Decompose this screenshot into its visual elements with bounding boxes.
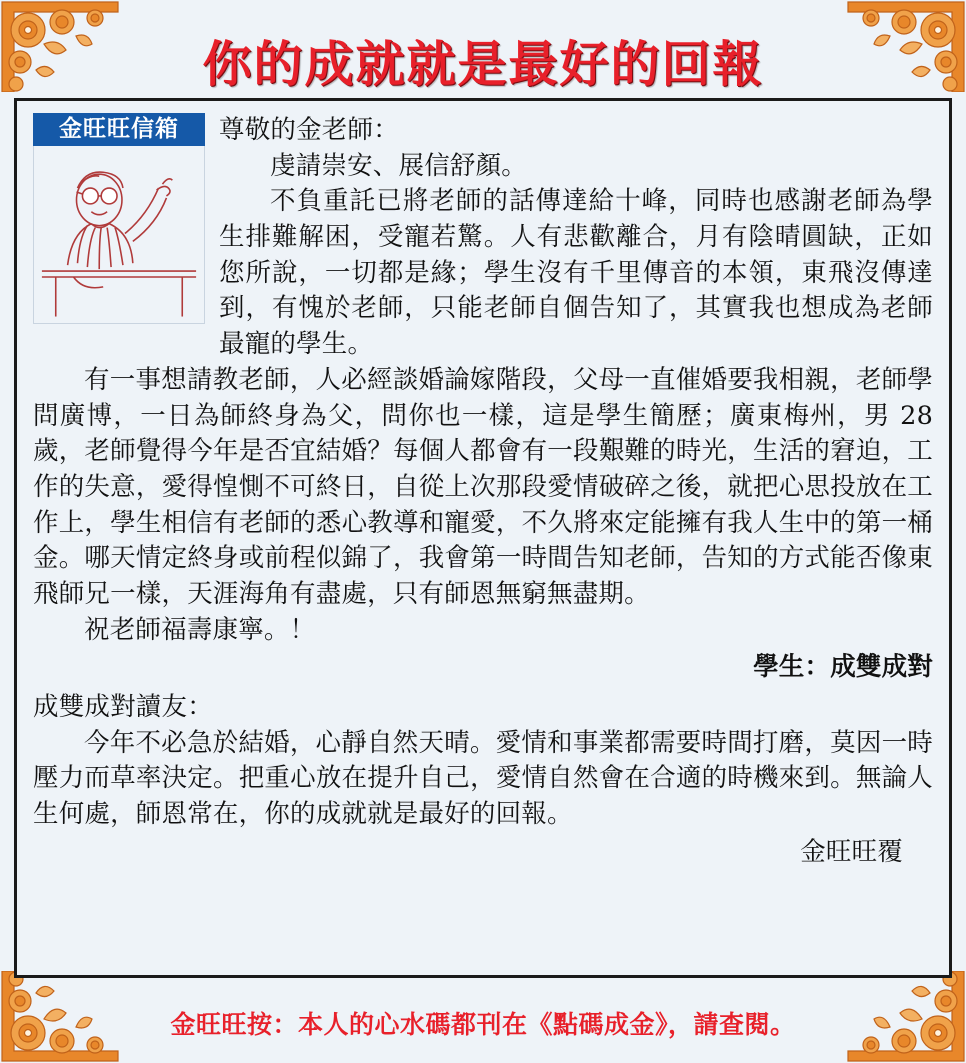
reply-block xyxy=(33,690,933,870)
letter-signature: 學生：成雙成對 xyxy=(753,652,933,683)
letter-paragraph-4: 祝老師福壽康寧。！ xyxy=(84,614,316,645)
column-badge-label: 金旺旺信箱 xyxy=(33,113,205,146)
page-title: 你的成就就是最好的回報 xyxy=(202,35,764,93)
reply-salutation: 成雙成對讀友： xyxy=(33,692,213,722)
letter-salutation: 尊敬的金老師： xyxy=(219,115,399,145)
letter-paragraph-1: 虔請崇安、展信舒顏。 xyxy=(270,150,528,181)
letter-paragraph-3: 有一事想請教老師，人必經談婚論嫁階段，父母一直催婚要我相親，老師學問廣博，一日為師終身為父，問你也一樣，這是學生簡歷；廣東梅州，男 28 歲，老師覺得今年是否宜結婚？每個人都會有一段艱難的時光，生活的窘迫，工作的失意，愛得惶惻不可終日，自從上次那段愛情破碎之後，就把心思投放在工作上，學生相信有老師的悉心教導和寵愛，不久將來定能擁有我人生中的第一桶金。哪天情定終身或前程似錦了，我會第一時間告知老師，告知的方式能否像東飛師兄一樣，天涯海角有盡處，只有師恩無窮無盡期。 xyxy=(33,364,933,609)
column-masthead xyxy=(33,113,205,324)
article-frame xyxy=(14,98,952,978)
letter-paragraph-2: 不負重託已將老師的話傳達給十峰，同時也感謝老師為學生排難解困，受寵若驚。人有悲歡離合，月有陰晴圓缺，正如您所說，一切都是緣；學生沒有千里傳音的本領，東飛沒傳達到，有愧於老師，只能老師自個告知了，其實我也想成為老師最寵的學生。 xyxy=(219,186,933,360)
reply-body: 今年不必急於結婚，心靜自然天晴。愛情和事業都需要時間打磨，莫因一時壓力而草率決定。把重心放在提升自己，愛情自然會在合適的時機來到。無論人生何處，師恩常在，你的成就就是最好的回報。 xyxy=(33,727,933,830)
footer-note: 金旺旺按：本人的心水碼都刊在《點碼成金》，請查閱。 xyxy=(170,1010,796,1039)
reply-signature: 金旺旺覆 xyxy=(800,836,903,867)
man-waving-illustration-icon xyxy=(33,146,205,324)
